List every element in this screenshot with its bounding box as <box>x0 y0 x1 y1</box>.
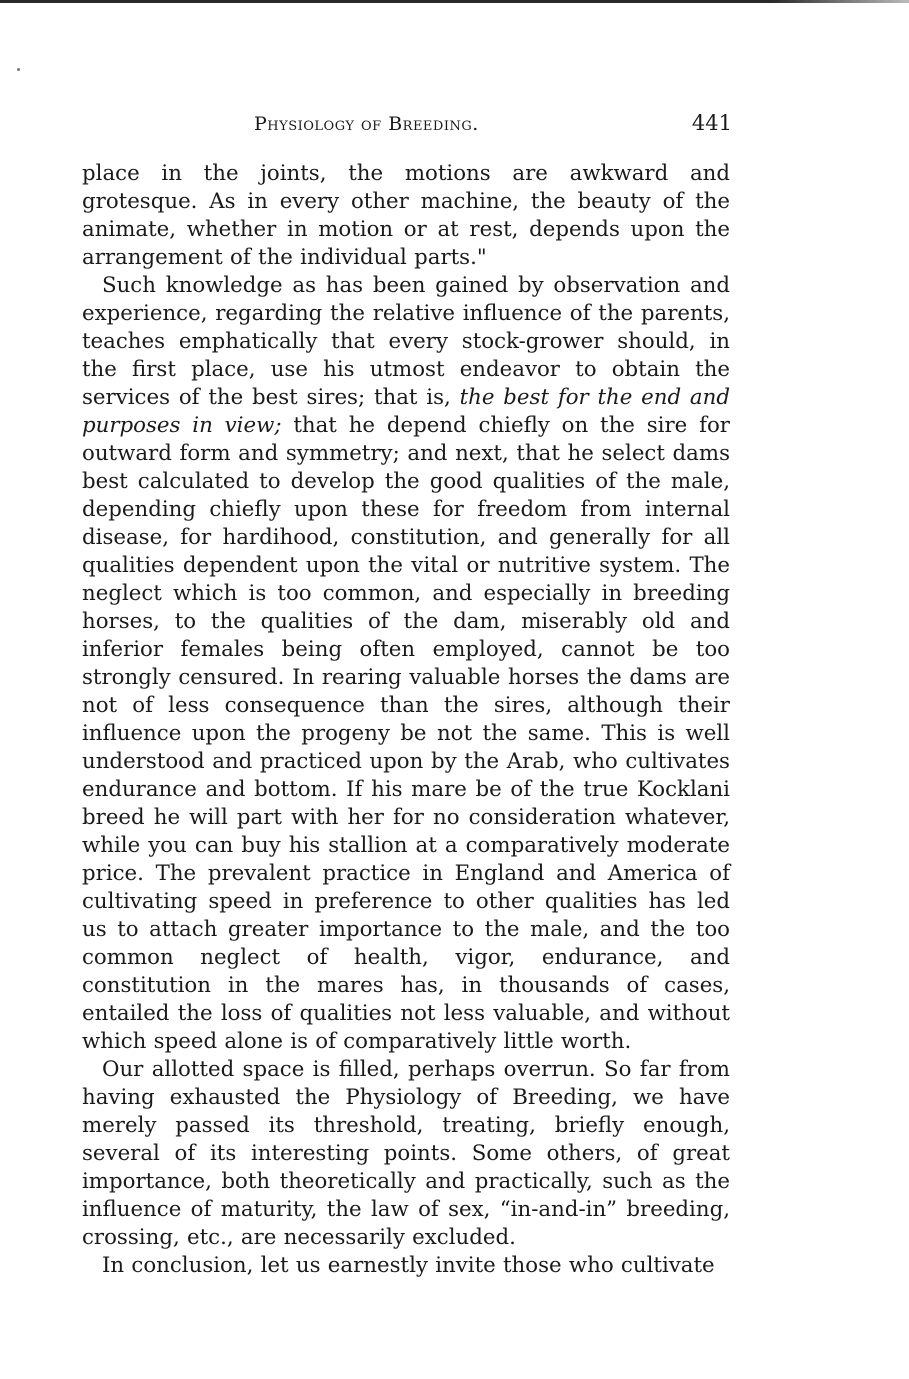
paragraph-sires-and-dams <box>82 272 730 1056</box>
body-text <box>82 160 730 1280</box>
page-header <box>80 111 732 141</box>
paragraph-text: In conclusion, let us earnestly invite those who cultivate <box>102 1253 715 1278</box>
emphasis-text: the best for the end and purposes in view; <box>82 385 730 438</box>
paragraph-text: Our allotted space is filled, perhaps overrun. So far from having exhausted the Physiology of Breeding, we have merely passed its threshold, treating, briefly enough, several of its interesting points. Some others, of great importance, both theoretically and practically, such as the influence of maturity, the law of sex, “in-and-in” breeding, crossing, etc., are necessarily excluded. <box>82 1057 730 1250</box>
page-number: 441 <box>691 111 732 135</box>
paragraph-conclusion <box>82 1252 730 1280</box>
margin-speck <box>17 68 20 71</box>
running-title: Physiology of Breeding. <box>254 113 479 135</box>
paragraph-text: place in the joints, the motions are awkward and grotesque. As in every other machine, the beauty of the animate, whether in motion or at rest, depends upon the arrangement of the individual parts." <box>82 161 730 270</box>
paragraph-text-before: Such knowledge as has been gained by observation and experience, regarding the relative influence of the parents, teaches emphatically that every stock-grower should, in the first place, use his utmost endeavor to obtain the services of the best sires; that is, <box>82 273 730 410</box>
paragraph-continued <box>82 160 730 272</box>
paragraph-allotted-space <box>82 1056 730 1252</box>
page-top-edge <box>0 0 909 3</box>
paragraph-text-after: that he depend chiefly on the sire for outward form and symmetry; and next, that he select dams best calculated to develop the good qualities of the male, depending chiefly upon these for freedom from internal disease, for hardihood, constitution, and generally for all qualities dependent upon the vital or nutritive system. The neglect which is too common, and especially in breeding horses, to the qualities of the dam, miserably old and inferior females being often employed, cannot be too strongly censured. In rearing valuable horses the dams are not of less consequence than the sires, although their influence upon the progeny be not the same. This is well understood and practiced upon by the Arab, who cultivates endurance and bottom. If his mare be of the true Kocklani breed he will part with her for no consideration whatever, while you can buy his stallion at a comparatively moderate price. The prevalent practice in England and America of cultivating speed in preference to other qualities has led us to attach greater importance to the male, and the too common neglect of health, vigor, endurance, and constitution in the mares has, in thousands of cases, entailed the loss of qualities not less valuable, and without which speed alone is of comparatively little worth. <box>82 413 730 1054</box>
